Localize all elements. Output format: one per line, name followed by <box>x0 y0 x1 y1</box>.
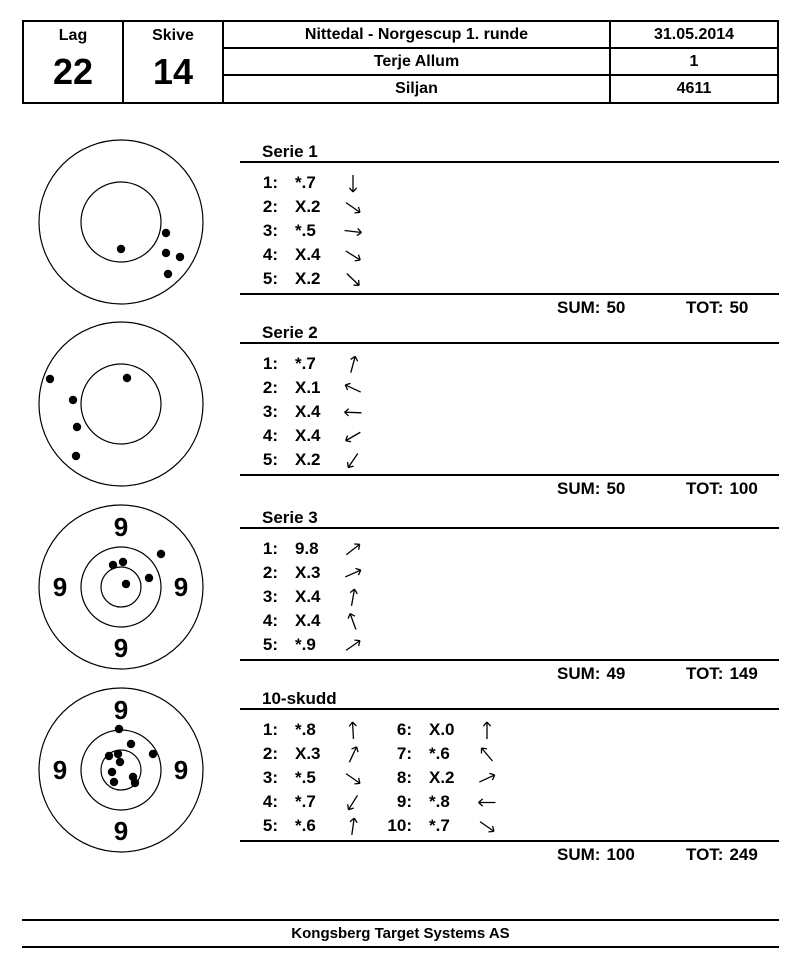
series-title: Serie 2 <box>262 323 318 342</box>
section-rule <box>240 474 779 476</box>
shot-hole <box>116 758 124 766</box>
tot-label: TOT: <box>686 845 724 864</box>
running-total <box>686 480 758 498</box>
shot-row <box>240 400 374 424</box>
shot-value: X.4 <box>295 245 321 264</box>
shot-number: 2: <box>262 378 278 397</box>
target-ring <box>81 364 161 444</box>
sum-label: SUM: <box>557 845 601 864</box>
direction-arrow-icon <box>341 766 365 790</box>
series-sum <box>557 299 625 317</box>
shot-number: 2: <box>262 563 278 582</box>
series-title: Serie 3 <box>262 508 318 527</box>
arrow-shape <box>344 248 362 263</box>
shot-value: *.5 <box>295 221 316 240</box>
shot-hole <box>119 558 127 566</box>
shot-value: *.8 <box>295 720 316 739</box>
shot-number: 1: <box>262 720 278 739</box>
shot-direction <box>341 537 365 561</box>
shot-list <box>240 344 779 472</box>
shot-number: 3: <box>262 221 278 240</box>
shot-value: *.6 <box>429 744 450 763</box>
direction-arrow-icon <box>341 561 365 585</box>
shot-value: *.7 <box>295 354 316 373</box>
shot-hole <box>123 374 131 382</box>
sum-value: 50 <box>606 479 626 498</box>
lag-value: 22 <box>52 51 94 92</box>
ring-score-label: 9 <box>52 572 68 602</box>
ring-score-label: 9 <box>52 755 68 785</box>
arrow-shape <box>344 382 362 396</box>
shot-hole <box>157 550 165 558</box>
shot-direction <box>341 633 365 657</box>
shot-row <box>240 537 374 561</box>
shot-direction <box>475 766 499 790</box>
shot-hole <box>72 452 80 460</box>
direction-arrow-icon <box>475 814 499 838</box>
target-diagram <box>31 680 211 860</box>
arrow-shape <box>478 819 496 835</box>
target-ring <box>101 567 141 607</box>
arrow-shape <box>348 818 357 836</box>
shot-hole <box>108 768 116 776</box>
shot-number: 8: <box>396 768 412 787</box>
arrow-shape <box>344 541 362 557</box>
shot-number: 7: <box>396 744 412 763</box>
arrow-shape <box>344 271 361 288</box>
date-value: 31.05.2014 <box>653 26 735 43</box>
shot-value: X.2 <box>295 450 321 469</box>
shot-row <box>240 561 374 585</box>
shot-hole <box>46 375 54 383</box>
arrow-shape <box>344 227 362 236</box>
shot-hole <box>105 752 113 760</box>
target-ring <box>39 140 203 304</box>
shot-direction <box>341 814 365 838</box>
shot-direction <box>341 267 365 291</box>
shot-direction <box>341 609 365 633</box>
shot-hole <box>114 750 122 758</box>
arrow-shape <box>348 589 358 607</box>
section-sums <box>240 480 779 498</box>
shot-row <box>240 718 374 742</box>
section-rule <box>240 659 779 661</box>
arrow-shape <box>483 722 490 739</box>
shot-number: 5: <box>262 635 278 654</box>
shot-row <box>240 742 374 766</box>
shot-value: X.2 <box>295 269 321 288</box>
shot-value: X.4 <box>295 426 321 445</box>
ring-score-label: 9 <box>173 572 189 602</box>
ring-score-label: 9 <box>173 755 189 785</box>
shot-number: 4: <box>262 245 278 264</box>
shot-hole <box>109 561 117 569</box>
direction-arrow-icon <box>341 424 365 448</box>
shot-hole <box>117 245 125 253</box>
shot-row <box>240 195 374 219</box>
shot-direction <box>341 448 365 472</box>
series-sum <box>557 846 635 864</box>
shot-value: 9.8 <box>295 539 319 558</box>
shot-row <box>240 267 374 291</box>
shot-row <box>240 243 374 267</box>
direction-arrow-icon <box>475 742 499 766</box>
sum-label: SUM: <box>557 479 601 498</box>
shot-row <box>240 790 374 814</box>
shot-hole <box>127 740 135 748</box>
arrow-shape <box>347 612 360 630</box>
shot-hole <box>164 270 172 278</box>
arrow-shape <box>347 355 358 373</box>
ring-score-label: 9 <box>113 695 129 725</box>
shot-hole <box>162 229 170 237</box>
shot-direction <box>475 790 499 814</box>
direction-arrow-icon <box>475 766 499 790</box>
series-section <box>240 509 779 683</box>
shot-column <box>240 718 374 838</box>
shot-direction <box>341 400 365 424</box>
shot-hole <box>122 580 130 588</box>
arrow-shape <box>478 772 496 786</box>
shot-row <box>374 742 508 766</box>
direction-arrow-icon <box>341 790 365 814</box>
shot-value: *.6 <box>295 816 316 835</box>
shot-list <box>240 710 779 838</box>
shot-value: X.2 <box>295 197 321 216</box>
footer-rule <box>22 919 779 921</box>
shot-hole <box>162 249 170 257</box>
shot-direction <box>341 766 365 790</box>
event-title: Nittedal - Norgescup 1. runde <box>304 26 529 43</box>
shot-row <box>374 814 508 838</box>
shot-number: 10: <box>387 816 412 835</box>
header-right-value-2: 1 <box>689 53 699 70</box>
sum-label: SUM: <box>557 298 601 317</box>
shot-direction <box>341 585 365 609</box>
shot-number: 9: <box>396 792 412 811</box>
section-sums <box>240 665 779 683</box>
shot-hole <box>176 253 184 261</box>
series-title: 10-skudd <box>262 689 337 708</box>
series-title: Serie 1 <box>262 142 318 161</box>
shot-row <box>240 376 374 400</box>
shot-list <box>240 529 779 657</box>
shot-direction <box>341 352 365 376</box>
sum-value: 50 <box>606 298 626 317</box>
shot-value: X.2 <box>429 768 455 787</box>
running-total <box>686 665 758 683</box>
shot-direction <box>341 195 365 219</box>
shot-direction <box>475 742 499 766</box>
direction-arrow-icon <box>341 376 365 400</box>
arrow-shape <box>349 175 356 192</box>
target-diagram <box>31 497 211 677</box>
shot-number: 1: <box>262 173 278 192</box>
direction-arrow-icon <box>341 195 365 219</box>
running-total <box>686 299 748 317</box>
shot-direction <box>341 424 365 448</box>
direction-arrow-icon <box>341 814 365 838</box>
shooter-name: Terje Allum <box>373 53 460 70</box>
shot-value: *.7 <box>429 816 450 835</box>
shot-direction <box>341 561 365 585</box>
shot-value: *.9 <box>295 635 316 654</box>
shot-number: 1: <box>262 539 278 558</box>
ring-score-label: 9 <box>113 816 129 846</box>
header-table <box>22 20 779 104</box>
direction-arrow-icon <box>341 609 365 633</box>
shot-value: X.4 <box>295 587 321 606</box>
direction-arrow-icon <box>341 243 365 267</box>
shot-number: 4: <box>262 611 278 630</box>
direction-arrow-icon <box>341 537 365 561</box>
section-sums <box>240 299 779 317</box>
shot-number: 5: <box>262 450 278 469</box>
shot-number: 1: <box>262 354 278 373</box>
tot-value: 100 <box>729 479 758 498</box>
direction-arrow-icon <box>341 267 365 291</box>
shot-row <box>240 585 374 609</box>
shot-column <box>240 352 374 472</box>
shot-row <box>240 766 374 790</box>
shot-row <box>240 448 374 472</box>
target-diagram <box>31 132 211 312</box>
target-ring <box>39 322 203 486</box>
shot-direction <box>475 814 499 838</box>
direction-arrow-icon <box>341 585 365 609</box>
direction-arrow-icon <box>341 718 365 742</box>
shot-direction <box>475 718 499 742</box>
shot-value: *.7 <box>295 173 316 192</box>
arrow-shape <box>344 200 362 216</box>
direction-arrow-icon <box>341 742 365 766</box>
tot-value: 249 <box>729 845 758 864</box>
arrow-shape <box>349 722 357 739</box>
arrow-shape <box>344 567 362 580</box>
shot-value: *.8 <box>429 792 450 811</box>
shot-column <box>240 537 374 657</box>
ring-score-label: 9 <box>113 633 129 663</box>
tot-value: 149 <box>729 664 758 683</box>
shot-number: 2: <box>262 744 278 763</box>
arrow-shape <box>479 746 495 764</box>
shot-number: 2: <box>262 197 278 216</box>
ring-score-label: 9 <box>113 512 129 542</box>
target-ring <box>81 730 161 810</box>
direction-arrow-icon <box>341 448 365 472</box>
shot-number: 5: <box>262 269 278 288</box>
shot-number: 6: <box>396 720 412 739</box>
arrow-shape <box>344 409 361 417</box>
shot-column <box>374 718 508 838</box>
shot-number: 5: <box>262 816 278 835</box>
shot-value: X.4 <box>295 402 321 421</box>
arrow-shape <box>344 638 362 654</box>
shot-hole <box>131 779 139 787</box>
shot-value: X.3 <box>295 744 321 763</box>
series-sum <box>557 480 625 498</box>
footer-text: Kongsberg Target Systems AS <box>291 925 510 942</box>
arrow-shape <box>344 771 362 787</box>
tot-label: TOT: <box>686 298 724 317</box>
shot-value: X.0 <box>429 720 455 739</box>
shot-direction <box>341 376 365 400</box>
shot-hole <box>145 574 153 582</box>
section-rule <box>240 840 779 842</box>
shot-hole <box>149 750 157 758</box>
shot-row <box>240 814 374 838</box>
shot-direction <box>341 219 365 243</box>
series-section <box>240 690 779 864</box>
direction-arrow-icon <box>475 790 499 814</box>
shot-value: *.5 <box>295 768 316 787</box>
shot-row <box>240 633 374 657</box>
shot-number: 4: <box>262 792 278 811</box>
tot-label: TOT: <box>686 664 724 683</box>
tot-label: TOT: <box>686 479 724 498</box>
shot-row <box>240 609 374 633</box>
series-section <box>240 324 779 498</box>
shot-column <box>240 171 374 291</box>
arrow-shape <box>479 799 496 806</box>
sum-label: SUM: <box>557 664 601 683</box>
arrow-shape <box>345 793 360 811</box>
shot-row <box>240 171 374 195</box>
shot-direction <box>341 742 365 766</box>
arrow-shape <box>345 451 360 469</box>
shot-row <box>240 219 374 243</box>
running-total <box>686 846 758 864</box>
direction-arrow-icon <box>341 352 365 376</box>
direction-arrow-icon <box>341 400 365 424</box>
shot-number: 3: <box>262 587 278 606</box>
shot-row <box>374 790 508 814</box>
shot-value: X.1 <box>295 378 321 397</box>
footer-rule <box>22 946 779 948</box>
shot-value: X.4 <box>295 611 321 630</box>
shot-hole <box>115 725 123 733</box>
section-sums <box>240 846 779 864</box>
shot-hole <box>73 423 81 431</box>
shot-number: 3: <box>262 402 278 421</box>
arrow-shape <box>346 745 360 763</box>
shot-hole <box>110 778 118 786</box>
skive-value: 14 <box>152 51 194 92</box>
sum-value: 49 <box>606 664 626 683</box>
direction-arrow-icon <box>341 219 365 243</box>
shot-number: 3: <box>262 768 278 787</box>
direction-arrow-icon <box>341 171 365 195</box>
shot-direction <box>341 790 365 814</box>
sum-value: 100 <box>606 845 635 864</box>
shot-direction <box>341 243 365 267</box>
target-diagram <box>31 314 211 494</box>
direction-arrow-icon <box>475 718 499 742</box>
shot-direction <box>341 171 365 195</box>
shot-hole <box>69 396 77 404</box>
shot-row <box>240 424 374 448</box>
shot-direction <box>341 718 365 742</box>
arrow-shape <box>344 429 362 444</box>
section-rule <box>240 293 779 295</box>
club-name: Siljan <box>395 80 438 97</box>
shot-list <box>240 163 779 291</box>
shot-value: X.3 <box>295 563 321 582</box>
shot-value: *.7 <box>295 792 316 811</box>
series-section <box>240 143 779 317</box>
direction-arrow-icon <box>341 633 365 657</box>
shot-row <box>374 718 508 742</box>
tot-value: 50 <box>729 298 749 317</box>
shot-number: 4: <box>262 426 278 445</box>
lag-label: Lag <box>58 27 88 44</box>
skive-label: Skive <box>152 27 194 44</box>
shot-row <box>240 352 374 376</box>
header-right-value-3: 4611 <box>676 80 712 97</box>
series-sum <box>557 665 625 683</box>
shot-row <box>374 766 508 790</box>
